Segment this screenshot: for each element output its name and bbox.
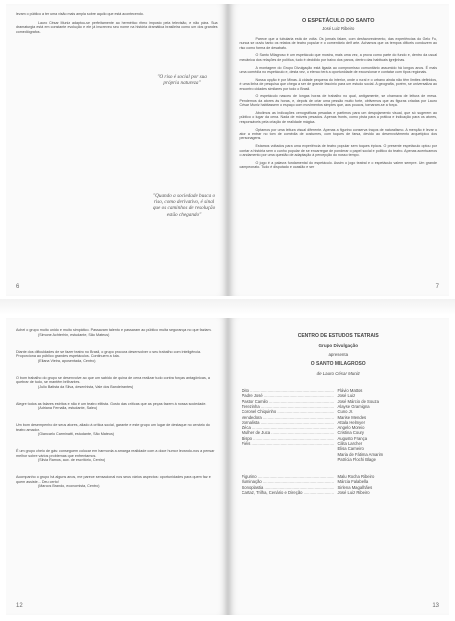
testimonial — [16, 376, 218, 390]
testimonial-text: Acompanho o grupo há alguns anos, me parece sensacional nos seus vários aspectos: oportunidades para quem faz e quem assiste... Deu certo! — [16, 475, 211, 484]
cast-role: Fiéis ..... — [242, 441, 334, 446]
crew-row — [242, 490, 436, 495]
pull-quote: "Quando a sociedade busca o riso, como derivativo, é sinal que os caminhos de resolução estão chegando" — [152, 193, 216, 218]
cast-actor: Patrícia Flochi Blage — [337, 456, 376, 462]
testimonial-attribution: (Silvia Ramos, aux. de escritório, Centro) — [38, 458, 106, 462]
testimonials-list — [6, 318, 228, 489]
crew-role: Sonoplastia ..... — [242, 485, 334, 490]
crew-role: Figurino ..... — [242, 474, 334, 479]
page-13 — [228, 318, 450, 615]
pull-quote: "O riso é social por sua própria natureza" — [157, 74, 207, 87]
testimonial-text: O bom trabalho do grupo se desenvolve ao que um sabido de quina de cena realizar tudo contra forças antagônicas, a quebrar de tudo, se mantêm brilhantes. — [16, 375, 210, 384]
cast-list — [242, 388, 436, 462]
crew-list — [242, 474, 436, 495]
testimonial — [16, 423, 218, 437]
page-number: 7 — [435, 284, 439, 290]
cast-role: Padre José ..... — [242, 393, 334, 398]
testimonial-attribution: (Julio Batista da Silva, desenhista, Vale dos Bandeirantes) — [38, 384, 134, 389]
article-paragraph: Parece que a tubularia está de volta. Os jornais falam, com desfavorecimento, das experiências do Gelo Fu, nunca se ouviu tanto os relatos de teatro popular e o comentário delf arte. Achamos que os tempos difíceis conduzem ao riso como forma de desabafo. — [239, 36, 437, 50]
cast-role: Vendedora ..... — [242, 415, 334, 420]
cast-role: Bispo ..... — [242, 436, 334, 441]
testimonial — [16, 449, 218, 463]
cast-role: Zéca ..... — [242, 425, 334, 430]
crew-member: José Luiz Ribeiro — [337, 490, 370, 496]
crew-role: Cartaz, Trilha, Cenário e Direção ..... — [242, 490, 334, 495]
article-paragraph: Estamos voltados para uma experiência de teatro popular sem toques épicos. O presente espetáculo optou por contar a história sem o cunho popular de se encarregar de ponderar o papel social e político do teatro. Apenas acentuamos o andamento por uma questão de adaptação à percepção do nosso tempo. — [239, 144, 437, 158]
cast-actor: Angelo Moreio — [337, 425, 365, 431]
page-6-body — [6, 4, 228, 34]
article-paragraph: Optamos por uma leitura visual diferente. Apenas a figurino conserva traços de naturalismo. A menção é levar o ator a entrar no tom de comédia de costumes, com toques de farsa, devido ao desenvolvimento arquetípico dos personagens. — [239, 127, 437, 141]
organization-name: CENTRO DE ESTUDOS TEATRAIS — [297, 333, 379, 339]
testimonial-attribution: (Eliana Vieira, aposentada, Centro) — [38, 358, 96, 363]
cast-actor: Cilita Larcher — [337, 440, 363, 446]
testimonial-text: Achei o grupo muito unido e muito simpático. Passavam talento e passaram ao público muita segurança no que faziam. — [16, 328, 212, 332]
page-6 — [6, 4, 228, 296]
cast-actor: Elisa Carneiro — [337, 446, 364, 452]
cast-actor: Cristina Coury — [337, 430, 365, 436]
cast-actor: Attala Helmyer — [337, 419, 365, 425]
testimonial — [16, 475, 218, 489]
page-6-paragraph: levam o público a ter uma visão mais ampla sobre aquilo que está acontecendo. — [16, 12, 144, 16]
article-title: O ESPETÁCULO DO SANTO — [302, 18, 375, 24]
crew-member: Márcia Falabella — [337, 479, 369, 485]
spread-divider — [0, 299, 455, 315]
cast-actor: Alayse Gramigna — [337, 403, 370, 409]
cast-row — [242, 457, 436, 462]
bottom-spread — [6, 318, 449, 615]
article-paragraph: O Santo Milagroso é um espetáculo que mostra, mais uma vez, a prova como parte do fundo e, dentro da usual mecânica dos relações de política, tudo é decidido por baixo dos panos, dentro das habituais igrejinhas. — [239, 53, 437, 62]
testimonial-attribution: (Giancarlo Carminatti, estudante, São Mateus) — [38, 432, 115, 436]
cast-role: Dito ..... — [242, 388, 334, 393]
article-paragraph: O espetáculo nasceu de longas horas de trabalho no qual, antigamente, se chamava de leitura de mesa. Pendemos da atores às horas, e, depois de criar uma pessão muito forte, obtivemos que as figuras criadas por Lauro César Muniz habitassem o espaço com movimentos simples que, aos poucos, tornaram-se a força. — [239, 94, 437, 108]
page-12 — [6, 318, 228, 615]
article-paragraph: A montagem do Grupo Divulgação está ligada ao compromisso comunitário assumido há longos anos. É mais uma comédia no espetáculo e, desta vez, o elenco terá a oportunidade de excursionar e contatar com tipos regionais. — [239, 65, 437, 75]
testimonial-text: Diante dos dificuldades de se fazer teatro no Brasil, o grupo procura desenvolver o seu trabalho com inteligência. Proporciona ao público grandes espetáculos. Continuem a luta. — [16, 349, 202, 358]
testimonial-attribution: (Simone Achterhin, estudante, São Mateus) — [38, 332, 110, 337]
group-name: Grupo Divulgação — [318, 343, 359, 349]
cast-actor: Cuno Jr. — [337, 409, 354, 415]
cast-role: Mulher de Juca ..... — [242, 430, 334, 435]
crew-role: Iluminação ..... — [242, 479, 334, 484]
play-author: de Lauro César Muniz — [316, 370, 360, 376]
cast-role: Coronel Chiquinho ..... — [242, 409, 334, 414]
page-7 — [228, 4, 450, 296]
page-number: 6 — [16, 284, 20, 290]
page-6-paragraph: Lauro César Muniz adaptou-se perfeitamente ao hermético ritmo imposto pela televisão, e não pára. Sua dramaturgia está em constante evolução e ele já inscreveu seu nome na história dramática brasileira como um dos grandes comediógrafos. — [16, 20, 218, 34]
cast-actor: José Márcio de Souza — [337, 398, 379, 404]
cast-role: Terezinha ..... — [242, 404, 334, 409]
presents-label: apresenta — [328, 352, 349, 358]
crew-member: Sirlena Magalhães — [337, 484, 373, 490]
testimonial — [16, 402, 218, 411]
cast-actor: Augusto França — [337, 435, 368, 441]
cast-actor: Maria de Fátima Amarim — [337, 451, 384, 457]
cast-actor: José Luiz — [337, 393, 356, 399]
article-paragraph: O jogo é a palavra fundamental do espetáculo. Assim o jogo teatral e o espetáculo valem sempre. Um grande campeonato. Tudo é disputado e ocasião e ser — [239, 160, 437, 170]
testimonial — [16, 350, 218, 364]
top-spread — [6, 4, 449, 296]
testimonial-text: Alegre todos as falares estritos e não é um teatro elitista. Gosto das críticas que as peças fazem à nossa sociedade. — [16, 401, 207, 406]
crew-member: Malu Rocha Ribeiro — [337, 474, 375, 480]
testimonial-text: Um bom desempenho de seus atores, aliado à crítica social, garante e este grupo um lugar de destaque no cenário do teatro amador. — [16, 423, 210, 432]
testimonial-attribution: (Marcos Brando, economista, Centro) — [38, 484, 100, 488]
testimonial — [16, 328, 218, 337]
testimonial-attribution: (Adriana Fernalla, estudante, Saleu) — [38, 406, 98, 410]
page-number: 12 — [16, 603, 23, 609]
cast-actor: Marise Mendes — [337, 414, 367, 420]
article-paragraph: Nossa opção é por Minas. A cidade pequena do interior, onde o rural e o urbano ainda não têm limites definidos, é uma linha de pesquisa que chega a ser de grande fascínio para um estudo social. A geografia, porém, se universaliza ao encontro cidades similares por todo o Brasil. — [239, 77, 437, 91]
cast-role: Pastor Camilo ..... — [242, 399, 334, 404]
credits-page — [228, 318, 450, 495]
article-paragraph: Abolimos as indicações cenográficas pesadas e partimos para um despojamento visual, que só sugerem ao público o lugar da cena. Nada de móveis pesados. Apenas fronts, como pista para a prática e indicação para os atores, responsáveis pela criação de realidade mágica. — [239, 111, 437, 124]
testimonial-text: É um grupo cheio de gás: conseguem colocar em harmonia a amarga realidade com a doce humor levando-nos a pensar melhor sobre vários problemas que enfrentamos. — [16, 449, 215, 458]
page-number: 13 — [432, 603, 439, 609]
cast-role: Jornalista ..... — [242, 420, 334, 425]
cast-actor: Flávio Mattos — [337, 388, 363, 394]
page-7-body — [228, 4, 450, 170]
article-author: José Luiz Ribeiro — [322, 26, 355, 32]
play-title: O SANTO MILAGROSO — [310, 360, 366, 367]
